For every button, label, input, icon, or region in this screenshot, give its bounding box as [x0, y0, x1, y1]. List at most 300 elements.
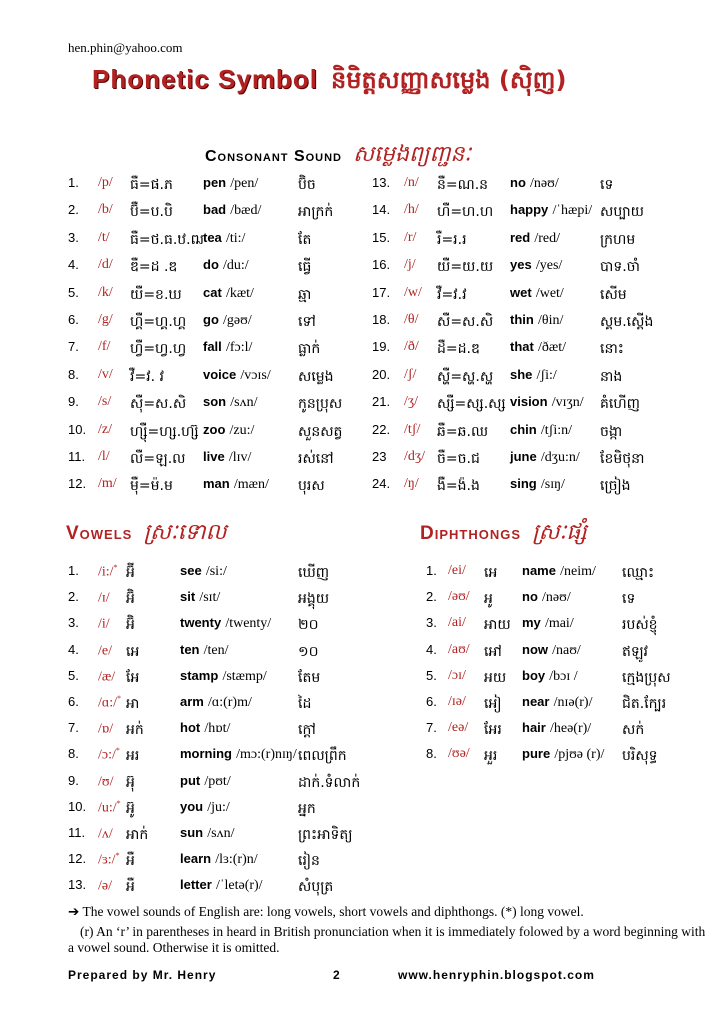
khmer-pronunciation: សឺ=ស.សិ	[437, 314, 494, 330]
table-row	[0, 773, 728, 797]
khmer-meaning: ក្ដៅ	[298, 722, 316, 739]
row-number: 6.	[68, 312, 79, 327]
row-number: 2.	[426, 589, 437, 605]
row-number: 6.	[426, 694, 437, 709]
phonetic-symbol-text: /ʊ/	[98, 773, 114, 789]
author-email: hen.phin@yahoo.com	[68, 40, 183, 55]
ipa-transcription: /nəʊ/	[530, 176, 559, 191]
phonetic-symbol-text: /ə/	[98, 878, 112, 894]
row-number: 17.	[372, 284, 391, 300]
table-row	[0, 312, 728, 336]
khmer-pronunciation: អរ	[126, 748, 140, 765]
khmer-meaning: សើម	[600, 286, 627, 303]
khmer-pronunciation: អ៊ិ	[126, 591, 135, 608]
row-number: 10.	[68, 421, 87, 437]
khmer-pronunciation: អឺ	[126, 879, 135, 896]
khmer-meaning: ដៃ	[298, 696, 312, 712]
phonetic-symbol-text: /tʃ/	[404, 421, 421, 437]
khmer-pronunciation: អួរ	[484, 748, 498, 765]
khmer-pronunciation: អ៊ូ	[126, 800, 135, 817]
ipa-transcription: /nɪə(r)/	[553, 695, 593, 710]
table-row	[0, 367, 728, 391]
example-word-text: live	[203, 449, 225, 464]
phonetic-symbol	[448, 746, 470, 762]
ipa-transcription: /ten/	[203, 642, 229, 658]
example-word	[522, 746, 604, 763]
example-word	[522, 668, 578, 685]
row-number: 11.	[68, 449, 86, 464]
phonetic-symbol-text: /k/	[98, 284, 113, 300]
khmer-pronunciation: អាយ	[484, 617, 511, 634]
phonetic-symbol-text: /ɔ:/	[98, 747, 116, 763]
khmer-meaning: បរិសុទ្ធ	[622, 748, 658, 765]
example-word	[522, 694, 592, 711]
example-word-text: chin	[510, 421, 537, 437]
phonetic-symbol	[404, 175, 419, 191]
example-word-text: near	[522, 694, 550, 709]
table-row	[0, 230, 728, 254]
table-row	[0, 668, 728, 692]
khmer-meaning: អ្នក	[298, 800, 316, 817]
ipa-transcription: /sʌn/	[230, 395, 258, 411]
row-number: 8.	[68, 366, 79, 382]
phonetic-symbol-text: /ɪə/	[448, 694, 466, 709]
table-row	[0, 877, 728, 901]
example-word-text: yes	[510, 257, 532, 273]
long-vowel-mark: *	[115, 851, 120, 861]
table-row	[0, 825, 728, 849]
example-word	[510, 285, 564, 302]
khmer-pronunciation: អក់	[126, 722, 144, 739]
ipa-transcription: /θin/	[537, 313, 564, 328]
ipa-transcription: /kæt/	[225, 285, 254, 301]
table-row	[0, 563, 728, 587]
footer-website[interactable]: www.henryphin.blogspot.com	[398, 968, 595, 982]
row-number: 1.	[68, 563, 79, 578]
ipa-transcription: /ʃi:/	[536, 367, 557, 383]
phonetic-symbol	[448, 694, 466, 710]
ipa-transcription: /pen/	[230, 176, 259, 191]
ipa-transcription: /mæn/	[233, 477, 269, 493]
khmer-pronunciation: អៅ	[484, 643, 502, 660]
khmer-pronunciation: ធឺ=ផ.ភ	[130, 177, 173, 193]
phonetic-symbol-text: /ŋ/	[404, 476, 419, 492]
khmer-meaning: ព្រះអាទិត្យ	[298, 827, 353, 843]
khmer-pronunciation: លឺ=ឡ.ល	[130, 451, 186, 467]
phonetic-symbol	[98, 825, 113, 842]
example-word	[522, 589, 571, 606]
table-row	[0, 746, 728, 770]
phonetic-symbol-text: /ʊə/	[448, 746, 470, 762]
ipa-transcription: /pjʊə (r)/	[554, 747, 605, 763]
khmer-pronunciation: យឺ=យ.យ	[437, 259, 494, 276]
khmer-meaning: ធ្វើ	[298, 259, 312, 276]
example-word-text: son	[203, 394, 227, 410]
ipa-transcription: /yes/	[535, 258, 563, 274]
ipa-transcription: /red/	[534, 230, 561, 246]
khmer-meaning: នោះ	[600, 341, 624, 358]
table-row	[0, 285, 728, 309]
diphthongs-heading	[420, 518, 587, 550]
phonetic-symbol	[404, 367, 416, 383]
row-number: 3.	[426, 615, 437, 631]
ipa-transcription: /ɑ:(r)m/	[208, 695, 252, 710]
row-number: 16.	[372, 257, 391, 273]
example-word	[180, 825, 235, 842]
ipa-transcription: /vɪʒn/	[551, 395, 584, 411]
example-word	[180, 851, 258, 868]
phonetic-symbol-text: /ɑ:/	[98, 695, 117, 711]
khmer-pronunciation: អា	[126, 696, 140, 712]
khmer-pronunciation: ចឺ=ច.ជ	[437, 451, 480, 467]
phonetic-symbol-text: /j/	[404, 257, 416, 273]
khmer-pronunciation: អូ	[484, 591, 493, 608]
ipa-transcription: /vɔɪs/	[240, 367, 271, 383]
example-word-text: boy	[522, 667, 546, 683]
ipa-transcription: /mai/	[544, 616, 574, 632]
khmer-meaning: ចង្កា	[600, 423, 623, 440]
example-word-text: sing	[510, 476, 537, 492]
ipa-transcription: /dʒu:n/	[540, 450, 580, 465]
ipa-transcription: /zu:/	[229, 422, 255, 438]
table-row	[0, 642, 728, 666]
row-number: 20.	[372, 366, 391, 382]
example-word-text: cat	[203, 284, 222, 300]
example-word-text: june	[510, 449, 537, 464]
phonetic-symbol	[404, 312, 419, 328]
example-word	[180, 773, 231, 790]
phonetic-symbol-text: /t/	[98, 229, 110, 245]
example-word-text: learn	[180, 851, 212, 867]
phonetic-symbol-text: /d/	[98, 257, 113, 273]
row-number: 7.	[68, 339, 79, 355]
table-row	[0, 339, 728, 363]
ipa-transcription: /lɜ:(r)n/	[215, 852, 258, 868]
khmer-meaning: រស់នៅ	[298, 451, 334, 467]
example-word-text: she	[510, 366, 533, 382]
khmer-pronunciation: អែរ	[484, 722, 502, 739]
example-word-text: no	[510, 175, 526, 190]
example-word-text: voice	[203, 366, 237, 382]
row-number: 3.	[68, 229, 79, 245]
example-word-text: do	[203, 257, 219, 273]
ipa-transcription: /naʊ/	[552, 642, 581, 658]
khmer-meaning: ១០	[298, 643, 319, 660]
phonetic-symbol-text: /dʒ/	[404, 449, 425, 464]
vowels-heading-km: ស្រៈទោល	[143, 520, 227, 545]
phonetic-symbol	[404, 476, 419, 492]
phonetic-symbol-text: /ei/	[448, 563, 466, 578]
khmer-pronunciation: អេ	[126, 643, 140, 660]
khmer-meaning: ទេ	[600, 177, 614, 193]
table-row	[0, 799, 728, 823]
phonetic-symbol-text: /z/	[98, 421, 112, 437]
row-number: 4.	[68, 641, 79, 657]
note-long-vowels: ➔ The vowel sounds of English are: long vowels, short vowels and diphthongs. (*) long vowel.	[68, 904, 584, 919]
row-number: 19.	[372, 339, 391, 355]
khmer-pronunciation: អ៊ិ	[126, 617, 135, 634]
example-word	[180, 799, 230, 816]
phonetic-symbol-text: /ʌ/	[98, 826, 113, 842]
diphthongs-heading-km: ស្រៈផ្សំ	[532, 520, 587, 545]
example-word-text: red	[510, 229, 531, 245]
khmer-pronunciation: ដឺ=ដ.ឌ	[437, 341, 480, 358]
example-word-text: fall	[203, 339, 222, 355]
example-word	[180, 877, 263, 894]
phonetic-symbol-text: /ð/	[404, 339, 419, 355]
footer-author: Prepared by Mr. Henry	[68, 968, 217, 982]
khmer-meaning: ឆ្មា	[298, 286, 312, 303]
phonetic-symbol	[448, 615, 466, 631]
phonetic-symbol	[98, 877, 112, 894]
row-number: 1.	[68, 175, 79, 190]
phonetic-symbol	[98, 773, 113, 790]
table-row	[0, 257, 728, 281]
row-number: 12.	[68, 476, 87, 492]
phonetic-symbol-text: /ɒ/	[98, 721, 114, 737]
phonetic-symbol-text: /i/	[98, 616, 110, 632]
table-row	[0, 720, 728, 744]
long-vowel-mark: *	[113, 563, 118, 572]
example-word-text: arm	[180, 694, 204, 709]
example-word	[510, 312, 563, 329]
khmer-meaning: ដាក់.ទំលាក់	[298, 774, 361, 791]
example-word-text: man	[203, 476, 230, 492]
khmer-meaning: ខែមិថុនា	[600, 451, 645, 467]
phonetic-symbol	[404, 202, 419, 218]
ipa-transcription: /twenty/	[225, 616, 272, 632]
example-word-text: now	[522, 641, 548, 657]
page-number: 2	[333, 968, 341, 982]
vowels-heading	[66, 518, 227, 550]
example-word	[510, 449, 580, 466]
khmer-pronunciation: អាក់	[126, 827, 149, 843]
example-word-text: that	[510, 339, 534, 355]
phonetic-symbol-text: /w/	[404, 284, 422, 300]
table-row	[0, 202, 728, 226]
row-number: 7.	[68, 720, 79, 736]
phonetic-symbol-text: /ʃ/	[404, 366, 417, 382]
phonetic-symbol-text: /u:/	[98, 800, 117, 816]
khmer-meaning: កូនប្រុស	[298, 396, 343, 413]
ipa-transcription: /ðæt/	[537, 340, 566, 356]
khmer-meaning: បាទ.ចាំ	[600, 259, 640, 276]
khmer-meaning: ជិត.ក្បែរ	[622, 696, 667, 712]
example-word-text: go	[203, 312, 219, 327]
phonetic-symbol-text: /v/	[98, 366, 113, 382]
khmer-meaning: សម្លេង	[298, 368, 334, 385]
row-number: 13.	[68, 877, 87, 893]
khmer-meaning: អង្គុយ	[298, 591, 330, 608]
vowels-heading-en: Vowels	[66, 523, 133, 544]
row-number: 23	[372, 449, 387, 464]
row-number: 14.	[372, 202, 391, 218]
example-word-text: zoo	[203, 421, 226, 437]
example-word-text: hair	[522, 720, 546, 736]
ipa-transcription: /tʃi:n/	[540, 422, 572, 438]
row-number: 15.	[372, 229, 391, 245]
ipa-transcription: /hɒt/	[204, 721, 231, 737]
example-word-text: bad	[203, 202, 227, 218]
khmer-meaning: តែម	[298, 669, 321, 686]
khmer-meaning: សំបុត្រ	[298, 879, 334, 896]
phonetic-symbol-text: /θ/	[404, 312, 419, 327]
long-vowel-mark: *	[117, 694, 121, 703]
phonetic-symbol	[404, 230, 416, 246]
row-number: 13.	[372, 175, 391, 190]
table-row	[0, 851, 728, 875]
khmer-meaning: ឈ្មោះ	[622, 565, 655, 581]
phonetic-symbol	[404, 394, 418, 410]
ipa-transcription: /bɔɪ /	[549, 668, 578, 684]
khmer-meaning: របស់ខ្ញុំ	[622, 617, 658, 634]
khmer-meaning: ពេលព្រឹក	[298, 748, 347, 765]
ipa-transcription: /sɪt/	[199, 590, 221, 606]
example-word	[510, 339, 566, 356]
khmer-pronunciation: ហ្វឺ=ហ្វ.ហ្វ	[130, 341, 187, 358]
example-word	[522, 563, 596, 580]
example-word-text: happy	[510, 202, 549, 218]
long-vowel-mark: *	[115, 746, 120, 756]
khmer-meaning: ទេ	[622, 591, 636, 608]
consonant-heading-en: Consonant Sound	[205, 148, 343, 165]
phonetic-symbol-text: /l/	[98, 449, 110, 464]
khmer-meaning: នាង	[600, 368, 623, 385]
phonetic-symbol-text: /h/	[404, 202, 419, 218]
row-number: 24.	[372, 476, 391, 492]
ipa-transcription: /neim/	[560, 564, 596, 579]
phonetic-symbol-text: /ai/	[448, 615, 466, 631]
khmer-meaning: ប៊ិច	[298, 177, 316, 193]
khmer-meaning: ច្រៀង	[600, 478, 631, 495]
table-row	[0, 694, 728, 718]
example-word-text: put	[180, 772, 201, 788]
khmer-meaning: បុរស	[298, 478, 325, 495]
ipa-transcription: /ju:/	[207, 799, 230, 815]
ipa-transcription: /pʊt/	[204, 773, 231, 789]
consonant-heading-km: សម្លេងព្យញ្ជនៈ	[353, 142, 472, 167]
phonetic-symbol	[98, 799, 121, 816]
row-number: 4.	[426, 641, 437, 657]
khmer-pronunciation: នឺ=ណ.ន	[437, 177, 489, 193]
ipa-transcription: /ˈletə(r)/	[215, 878, 263, 894]
khmer-pronunciation: ធឺ=ថ.ធ.ឋ.ឍ	[130, 231, 204, 248]
example-word	[522, 720, 591, 737]
example-word	[510, 230, 560, 247]
khmer-meaning: តែ	[298, 231, 312, 248]
example-word-text: wet	[510, 284, 532, 300]
example-word-text: morning	[180, 746, 232, 762]
example-word	[510, 202, 592, 219]
khmer-pronunciation: ប៊ឺ=ប.បិ	[130, 204, 173, 221]
table-row	[0, 175, 728, 199]
row-number: 2.	[68, 202, 79, 218]
ipa-transcription: /bæd/	[230, 203, 262, 219]
phonetic-symbol	[448, 642, 470, 658]
phonetic-symbol-text: /ɪ/	[98, 590, 110, 606]
khmer-pronunciation: វឺ=វ. វ	[130, 368, 164, 385]
example-word-text: twenty	[180, 615, 222, 631]
khmer-meaning: ទៅ	[298, 314, 316, 330]
phonetic-symbol-text: /g/	[98, 312, 113, 327]
example-word-text: name	[522, 563, 556, 578]
table-row	[0, 449, 728, 473]
row-number: 6.	[68, 694, 79, 709]
khmer-pronunciation: ម៉ឺ=ម៉.ម	[130, 478, 173, 495]
example-word-text: no	[522, 589, 538, 605]
khmer-meaning: ឥឡូវ	[622, 643, 648, 660]
row-number: 8.	[68, 746, 79, 762]
example-word-text: ten	[180, 641, 200, 657]
row-number: 9.	[68, 772, 79, 788]
khmer-pronunciation: រឺ=រ.រ	[437, 231, 467, 248]
khmer-pronunciation: អឺ	[126, 853, 135, 870]
example-word-text: letter	[180, 877, 212, 893]
khmer-meaning: ស្គម.ស្ដើង	[600, 314, 654, 330]
ipa-transcription: /ˈhæpi/	[552, 203, 593, 219]
khmer-pronunciation: អយ	[484, 669, 507, 686]
phonetic-symbol	[448, 563, 466, 579]
table-row	[0, 615, 728, 639]
row-number: 22.	[372, 421, 391, 437]
ipa-transcription: /fɔ:l/	[225, 340, 253, 356]
title-khmer: និមិត្តសញ្ញាសម្លេង (ស៊ិញ)	[331, 66, 567, 94]
khmer-pronunciation: ស្ហឺ=ស្ហ.ស្ហ	[437, 368, 494, 385]
example-word	[522, 615, 574, 632]
example-word-text: pure	[522, 746, 551, 762]
example-word-text: thin	[510, 312, 534, 327]
example-word	[510, 175, 559, 192]
table-row	[0, 394, 728, 418]
khmer-pronunciation: យឺ=ខ.ឃ	[130, 286, 182, 303]
long-vowel-mark: *	[116, 798, 121, 808]
phonetic-symbol-text: /f/	[98, 339, 111, 355]
table-row	[0, 589, 728, 613]
phonetic-symbol-text: /əʊ/	[448, 589, 470, 605]
example-word-text: my	[522, 615, 541, 631]
khmer-pronunciation: អ៊ុ	[126, 774, 135, 791]
phonetic-symbol-text: /eə/	[448, 720, 469, 736]
khmer-meaning: សួនសត្វ	[298, 423, 343, 440]
ipa-transcription: /mɔ:(r)nɪŋ/	[236, 747, 297, 763]
row-number: 10.	[68, 798, 87, 814]
ipa-transcription: /sʌn/	[207, 826, 235, 841]
khmer-meaning: ឃើញ	[298, 565, 330, 581]
khmer-meaning: ២០	[298, 617, 319, 634]
phonetic-symbol	[404, 449, 425, 465]
khmer-pronunciation: អែ	[126, 669, 140, 686]
phonetic-symbol	[448, 589, 470, 605]
row-number: 5.	[68, 284, 79, 300]
phonetic-symbol	[98, 851, 120, 868]
title-english: Phonetic Symbol	[92, 64, 318, 94]
khmer-meaning: ក្រហម	[600, 231, 636, 248]
consonant-heading	[205, 140, 471, 172]
ipa-transcription: /du:/	[223, 258, 249, 274]
diphthongs-heading-en: Diphthongs	[420, 523, 522, 544]
phonetic-symbol-text: /e/	[98, 642, 112, 658]
khmer-meaning: រៀន	[298, 853, 320, 870]
ipa-transcription: /wet/	[535, 285, 564, 301]
khmer-pronunciation: វឺ=វ.វ	[437, 286, 467, 303]
phonetic-symbol-text: /æ/	[98, 669, 116, 685]
ipa-transcription: /heə(r)/	[549, 721, 592, 737]
row-number: 5.	[68, 667, 79, 683]
example-word	[510, 257, 562, 274]
khmer-pronunciation: អ៊ី	[126, 565, 135, 581]
khmer-pronunciation: អៀ	[484, 696, 502, 712]
phonetic-symbol	[404, 285, 422, 301]
